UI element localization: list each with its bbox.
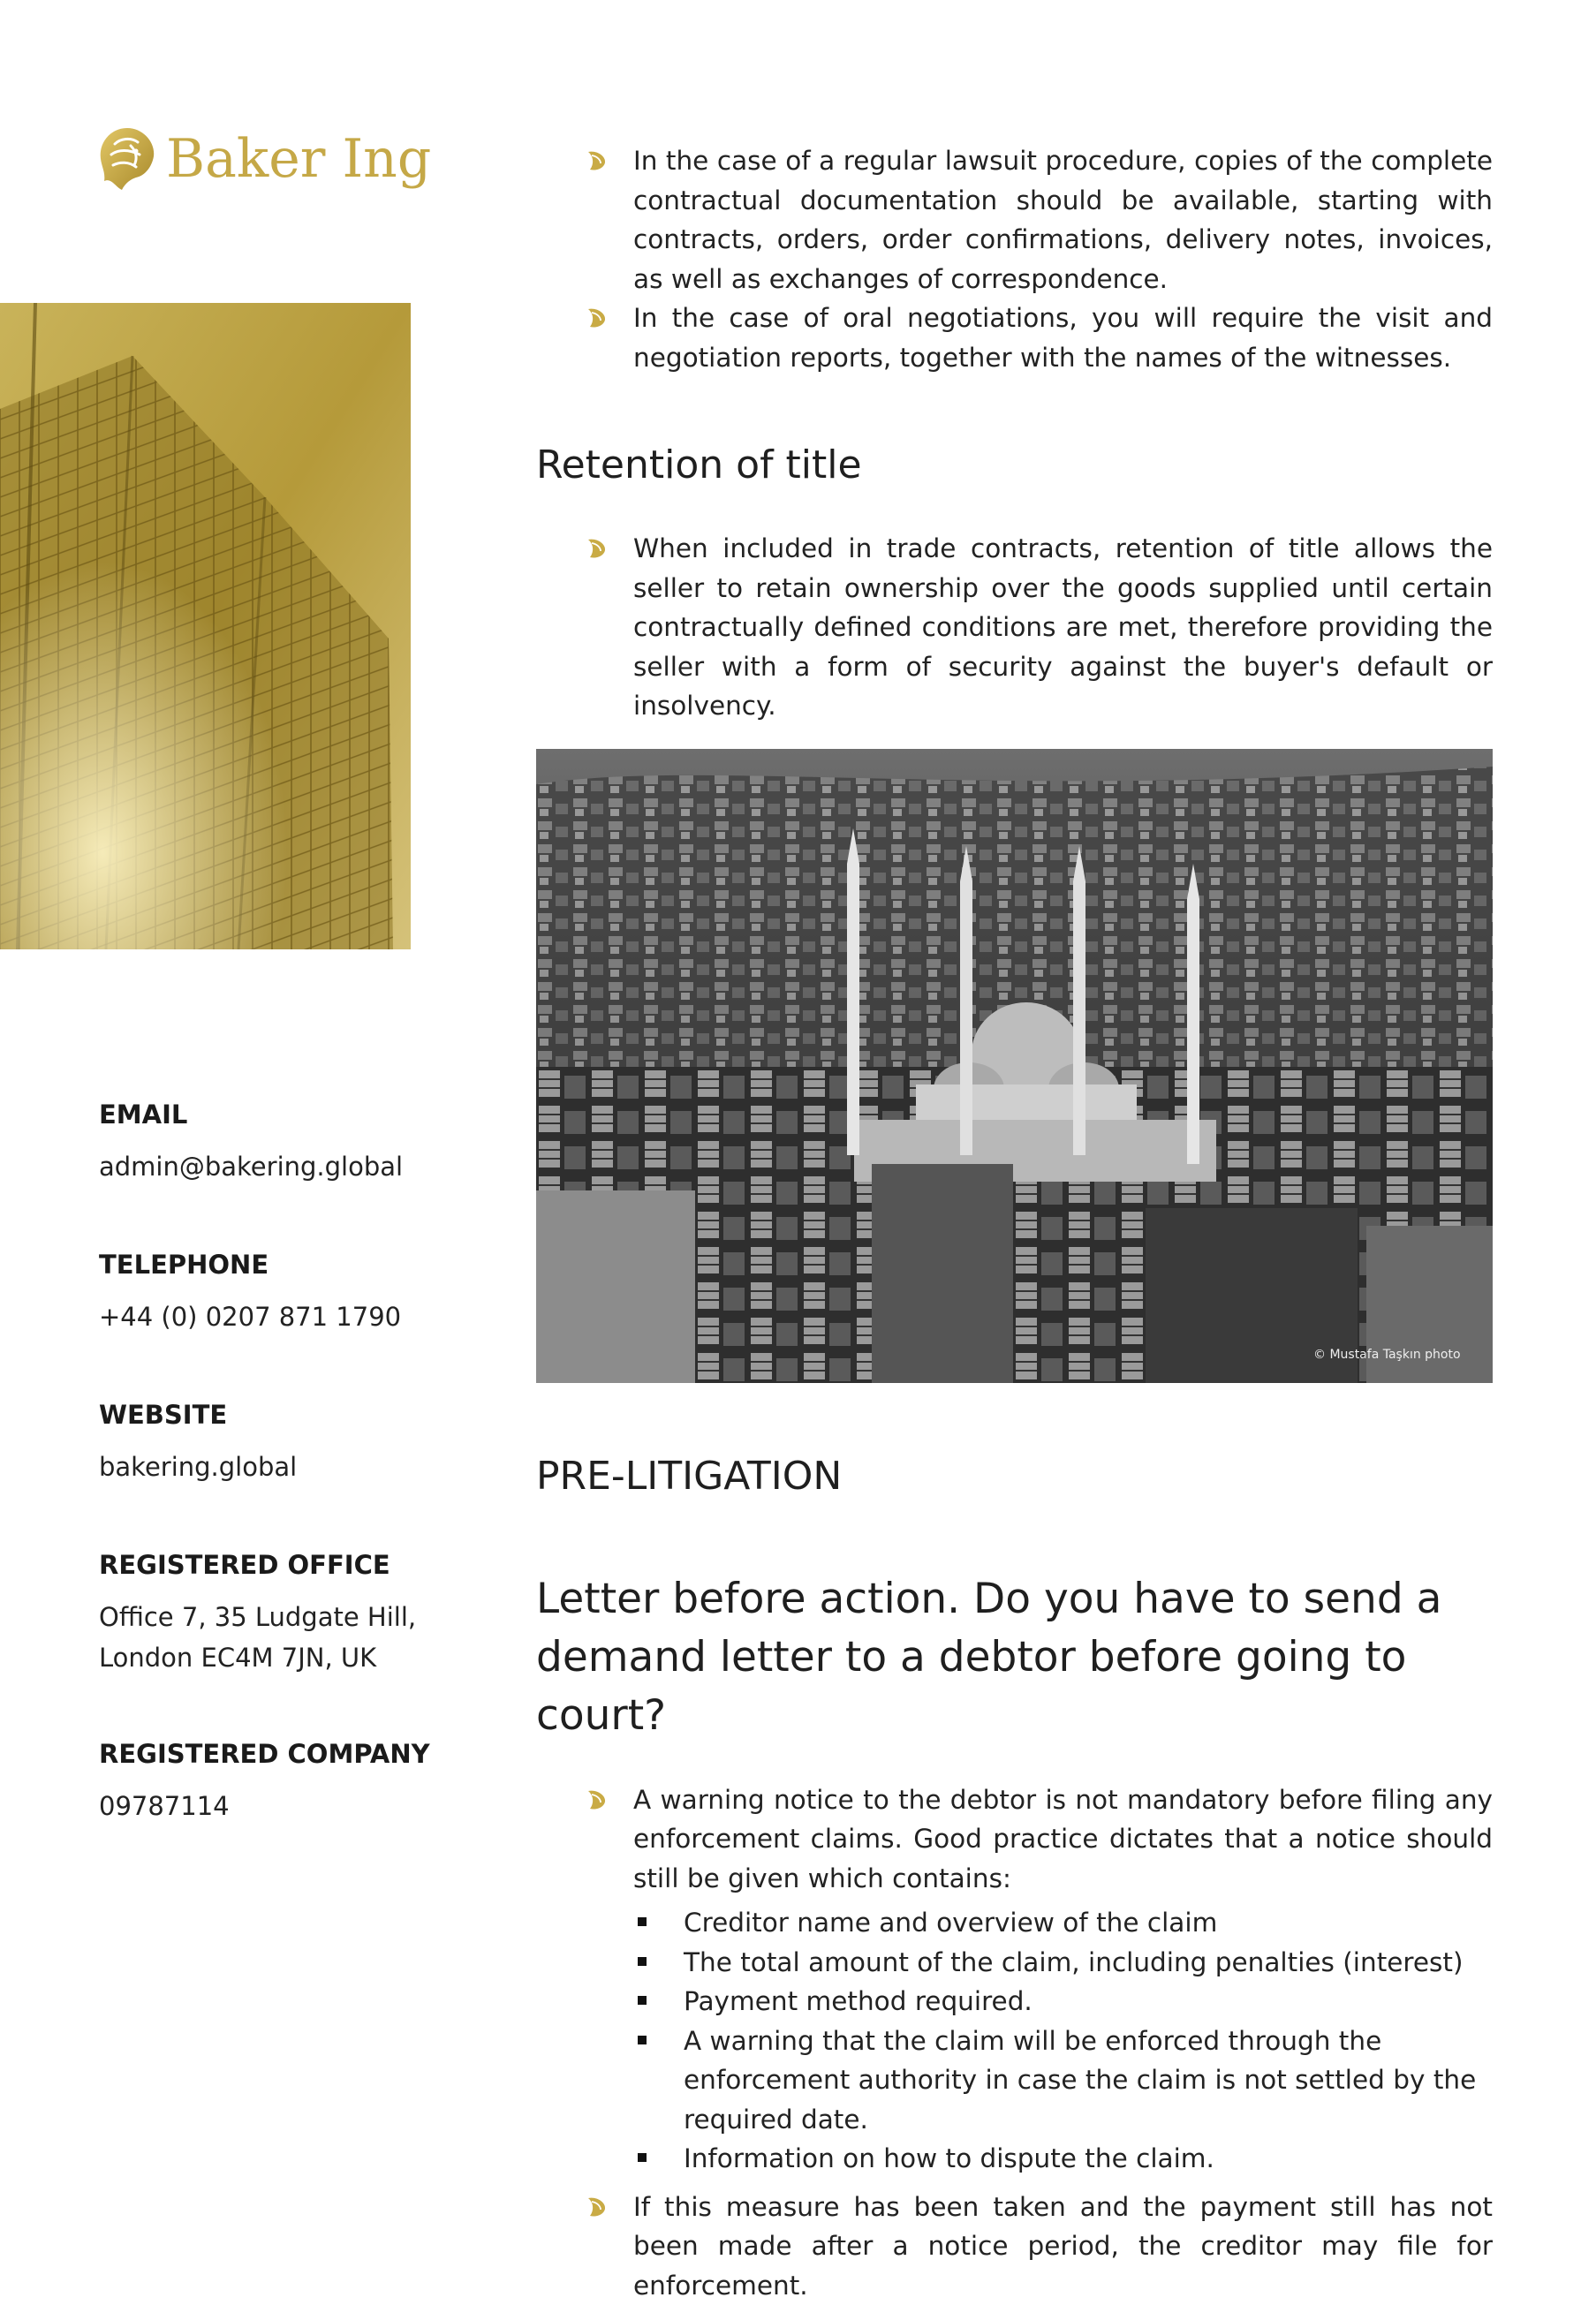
square-bullet-icon	[638, 2153, 647, 2162]
square-bullet-icon	[638, 1996, 647, 2005]
lion-head-icon	[95, 125, 159, 193]
list-item	[536, 1903, 1493, 1943]
contact-value: admin@bakering.global	[99, 1146, 470, 1187]
list-item	[536, 2022, 1493, 2140]
contact-email	[99, 1097, 470, 1187]
contact-telephone	[99, 1247, 470, 1337]
gold-bullet-icon	[585, 306, 608, 329]
contact-registered-office	[99, 1547, 470, 1678]
list-item	[536, 1943, 1493, 1983]
bullet-text: A warning notice to the debtor is not mandatory before filing any enforcement claims. Good practice dictates that a notice should still be given which contains:	[633, 1785, 1493, 1893]
photo-credit: © Mustafa Taşkın photo	[1313, 1348, 1461, 1362]
brand-name: Baker Ing	[166, 128, 431, 190]
contact-value: 09787114	[99, 1786, 470, 1826]
bullet-text: When included in trade contracts, retention of title allows the seller to retain ownership over the goods supplied until certain contractually defined conditions are met, therefore providing the seller with a form of security against the buyer's default or insolvency.	[633, 533, 1493, 721]
brand-logo	[95, 124, 431, 194]
retention-heading: Retention of title	[536, 439, 1493, 492]
list-item	[536, 141, 1493, 299]
gold-bullet-icon	[585, 537, 608, 560]
list-item	[536, 2139, 1493, 2179]
contact-value: bakering.global	[99, 1447, 470, 1487]
gold-bullet-icon	[585, 1788, 608, 1811]
contact-label: REGISTERED OFFICE	[99, 1547, 470, 1583]
sub-item-text: A warning that the claim will be enforced through the enforcement authority in case the claim is not settled by the required date.	[684, 2026, 1476, 2135]
bullet-text: In the case of a regular lawsuit procedure, copies of the complete contractual documentation should be available, starting with contracts, orders, order confirmations, delivery notes, invoices, as well as exchanges of correspondence.	[633, 146, 1493, 294]
contact-website	[99, 1397, 470, 1487]
list-item	[536, 529, 1493, 726]
contact-registered-company	[99, 1736, 470, 1826]
letter-bullets-2	[536, 2188, 1493, 2305]
square-bullet-icon	[638, 1917, 647, 1926]
section-title: PRE-LITIGATION	[536, 1450, 1493, 1503]
contact-label: WEBSITE	[99, 1397, 470, 1432]
main-content	[536, 141, 1493, 2305]
sub-item-text: Payment method required.	[684, 1986, 1032, 2016]
notice-contents-list	[536, 1903, 1493, 2179]
contact-label: EMAIL	[99, 1097, 470, 1132]
letter-bullets	[536, 1780, 1493, 1899]
address-line: Office 7, 35 Ludgate Hill,	[99, 1602, 416, 1632]
city-photo	[536, 749, 1493, 1383]
square-bullet-icon	[638, 2036, 647, 2044]
square-bullet-icon	[638, 1957, 647, 1966]
bullet-text: If this measure has been taken and the payment still has not been made after a notice period, the creditor may file for enforcement.	[633, 2192, 1493, 2301]
list-item	[536, 299, 1493, 377]
list-item	[536, 2188, 1493, 2305]
contact-value: +44 (0) 0207 871 1790	[99, 1296, 470, 1337]
building-photo	[0, 303, 411, 949]
intro-bullets	[536, 141, 1493, 377]
contact-label: REGISTERED COMPANY	[99, 1736, 470, 1772]
sub-item-text: The total amount of the claim, including penalties (interest)	[684, 1947, 1463, 1977]
list-item	[536, 1780, 1493, 1899]
sub-item-text: Creditor name and overview of the claim	[684, 1908, 1217, 1938]
retention-bullets	[536, 529, 1493, 726]
sub-item-text: Information on how to dispute the claim.	[684, 2143, 1214, 2173]
bullet-text: In the case of oral negotiations, you will require the visit and negotiation reports, together with the names of the witnesses.	[633, 303, 1493, 373]
list-item	[536, 1982, 1493, 2022]
letter-heading: Letter before action. Do you have to send a demand letter to a debtor before going to court?	[536, 1570, 1493, 1745]
contact-value	[99, 1597, 470, 1678]
address-line: London EC4M 7JN, UK	[99, 1643, 376, 1673]
gold-bullet-icon	[585, 2195, 608, 2218]
contact-label: TELEPHONE	[99, 1247, 470, 1282]
gold-bullet-icon	[585, 149, 608, 172]
